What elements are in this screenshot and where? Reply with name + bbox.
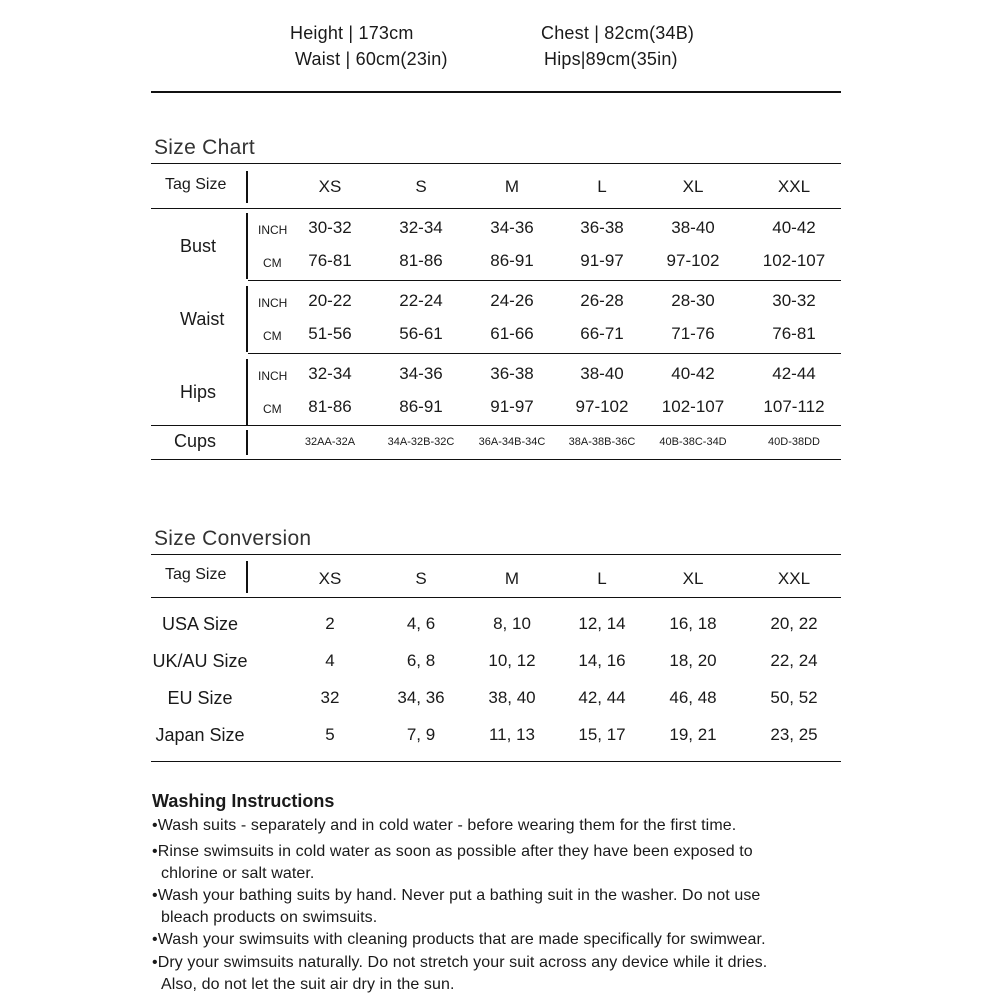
usa-size-xs: 2 [325, 614, 335, 633]
bust-inch-xl: 38-40 [671, 218, 715, 237]
size-chart-tag-label: Tag Size [165, 176, 227, 193]
bust-cm-s: 81-86 [399, 251, 443, 270]
size-conversion-bottom-rule [151, 761, 841, 762]
cups-label: Cups [174, 431, 217, 451]
size-chart-top-rule [151, 163, 841, 164]
eu-size-s: 34, 36 [397, 688, 445, 707]
uk-au-size-xs: 4 [325, 651, 335, 670]
hips-inch-xl: 40-42 [671, 364, 715, 383]
bust-inch-xxl: 40-42 [772, 218, 816, 237]
waist-cm-xxl: 76-81 [772, 324, 816, 343]
eu-size-xxl: 50, 52 [770, 688, 818, 707]
row-label-bust: Bust [180, 236, 217, 256]
cup-l: 38A-38B-36C [568, 436, 636, 448]
waist-inch-m: 24-26 [490, 291, 534, 310]
model-height: Height | 173cm [290, 23, 414, 43]
size-chart-size-xxl: XXL [777, 177, 811, 196]
size-conversion-header-rule [151, 597, 841, 598]
model-waist: Waist | 60cm(23in) [295, 49, 448, 69]
uk-au-size-m: 10, 12 [488, 651, 536, 670]
eu-size-m: 38, 40 [488, 688, 536, 707]
hips-cm-xl: 102-107 [661, 397, 725, 416]
cups-divider [246, 430, 248, 455]
bust-cm-l: 91-97 [580, 251, 624, 270]
waist-cm-xs: 51-56 [308, 324, 352, 343]
hips-inch-xxl: 42-44 [772, 364, 816, 383]
japan-size-s: 7, 9 [406, 725, 436, 744]
japan-size-xs: 5 [325, 725, 335, 744]
row-label-hips: Hips [180, 382, 217, 402]
usa-size-s: 4, 6 [406, 614, 436, 633]
size-chart-size-s: S [415, 177, 427, 196]
bust-inch-m: 34-36 [490, 218, 534, 237]
size-chart-divider-bust [246, 213, 248, 279]
cup-xs: 32AA-32A [304, 436, 356, 448]
washing-line: •Dry your swimsuits naturally. Do not stretch your suit across any device while it dries. [152, 954, 768, 971]
size-chart-size-xl: XL [682, 177, 704, 196]
size-chart-group-rule-waist [248, 353, 841, 354]
size-conversion-size-s: S [415, 569, 427, 588]
uk-au-size-xl: 18, 20 [669, 651, 717, 670]
unit-inch-hips: INCH [258, 369, 288, 383]
waist-inch-xs: 20-22 [308, 291, 352, 310]
waist-inch-s: 22-24 [399, 291, 443, 310]
waist-inch-xxl: 30-32 [772, 291, 816, 310]
hips-cm-m: 91-97 [490, 397, 534, 416]
hips-cm-xs: 81-86 [308, 397, 352, 416]
waist-cm-m: 61-66 [490, 324, 534, 343]
size-chart-size-xs: XS [318, 177, 342, 196]
waist-inch-xl: 28-30 [671, 291, 715, 310]
conversion-label-eu-size: EU Size [167, 688, 233, 708]
bust-cm-xs: 76-81 [308, 251, 352, 270]
cup-m: 36A-34B-34C [478, 436, 546, 448]
eu-size-xs: 32 [320, 688, 340, 707]
model-hips: Hips|89cm(35in) [544, 49, 678, 69]
size-conversion-size-m: M [504, 569, 520, 588]
washing-line: bleach products on swimsuits. [161, 909, 378, 926]
bust-inch-xs: 30-32 [308, 218, 352, 237]
size-chart-group-rule-bust [248, 280, 841, 281]
unit-cm-hips: CM [263, 402, 282, 416]
japan-size-m: 11, 13 [488, 725, 536, 744]
size-chart-title: Size Chart [154, 136, 256, 159]
washing-title: Washing Instructions [152, 791, 335, 811]
bust-inch-s: 32-34 [399, 218, 443, 237]
unit-inch-bust: INCH [258, 223, 288, 237]
size-chart-cups-rule [151, 425, 841, 426]
hips-cm-xxl: 107-112 [763, 397, 825, 416]
hips-cm-s: 86-91 [399, 397, 443, 416]
size-conversion-header-divider [246, 561, 248, 593]
size-chart-header-divider [246, 171, 248, 203]
washing-line: •Rinse swimsuits in cold water as soon as possible after they have been exposed to [152, 843, 753, 860]
size-conversion-size-l: L [597, 569, 607, 588]
unit-inch-waist: INCH [258, 296, 288, 310]
hips-inch-l: 38-40 [580, 364, 624, 383]
hips-inch-s: 34-36 [399, 364, 443, 383]
eu-size-xl: 46, 48 [669, 688, 717, 707]
size-conversion-tag-label: Tag Size [165, 566, 227, 583]
conversion-label-uk-au-size: UK/AU Size [152, 651, 248, 671]
usa-size-m: 8, 10 [493, 614, 531, 633]
size-chart-divider-hips [246, 359, 248, 425]
header-divider [151, 91, 841, 93]
hips-inch-xs: 32-34 [308, 364, 352, 383]
conversion-label-japan-size: Japan Size [155, 725, 245, 745]
size-chart-divider-waist [246, 286, 248, 352]
uk-au-size-xxl: 22, 24 [770, 651, 818, 670]
size-conversion-size-xs: XS [318, 569, 342, 588]
bust-cm-m: 86-91 [490, 251, 534, 270]
japan-size-xl: 19, 21 [669, 725, 717, 744]
hips-inch-m: 36-38 [490, 364, 534, 383]
waist-cm-l: 66-71 [580, 324, 624, 343]
usa-size-xxl: 20, 22 [770, 614, 818, 633]
uk-au-size-s: 6, 8 [406, 651, 436, 670]
unit-cm-waist: CM [263, 329, 282, 343]
washing-line: •Wash your swimsuits with cleaning products that are made specifically for swimwear. [152, 931, 766, 948]
size-conversion-size-xxl: XXL [777, 569, 811, 588]
eu-size-l: 42, 44 [578, 688, 626, 707]
size-conversion-top-rule [151, 554, 841, 555]
row-label-waist: Waist [180, 309, 225, 329]
washing-line: •Wash suits - separately and in cold water - before wearing them for the first time. [152, 817, 737, 834]
size-chart-header-rule [151, 208, 841, 209]
conversion-label-usa-size: USA Size [161, 614, 239, 634]
size-chart-size-m: M [504, 177, 520, 196]
bust-cm-xxl: 102-107 [762, 251, 826, 270]
japan-size-l: 15, 17 [578, 725, 626, 744]
model-chest: Chest | 82cm(34B) [541, 23, 695, 43]
usa-size-l: 12, 14 [578, 614, 626, 633]
uk-au-size-l: 14, 16 [578, 651, 626, 670]
washing-line: •Wash your bathing suits by hand. Never put a bathing suit in the washer. Do not use [152, 887, 761, 904]
bust-cm-xl: 97-102 [666, 251, 720, 270]
bust-inch-l: 36-38 [580, 218, 624, 237]
size-chart-size-l: L [597, 177, 607, 196]
cup-xl: 40B-38C-34D [659, 436, 727, 448]
hips-cm-l: 97-102 [575, 397, 629, 416]
cup-xxl: 40D-38DD [768, 436, 820, 448]
waist-inch-l: 26-28 [580, 291, 624, 310]
unit-cm-bust: CM [263, 256, 282, 270]
size-conversion-size-xl: XL [682, 569, 704, 588]
waist-cm-s: 56-61 [399, 324, 443, 343]
japan-size-xxl: 23, 25 [770, 725, 818, 744]
size-conversion-title: Size Conversion [154, 527, 312, 550]
washing-line: chlorine or salt water. [161, 865, 315, 882]
usa-size-xl: 16, 18 [669, 614, 717, 633]
cup-s: 34A-32B-32C [387, 436, 455, 448]
washing-line: Also, do not let the suit air dry in the sun. [161, 976, 455, 993]
size-chart-bottom-rule [151, 459, 841, 460]
waist-cm-xl: 71-76 [671, 324, 715, 343]
